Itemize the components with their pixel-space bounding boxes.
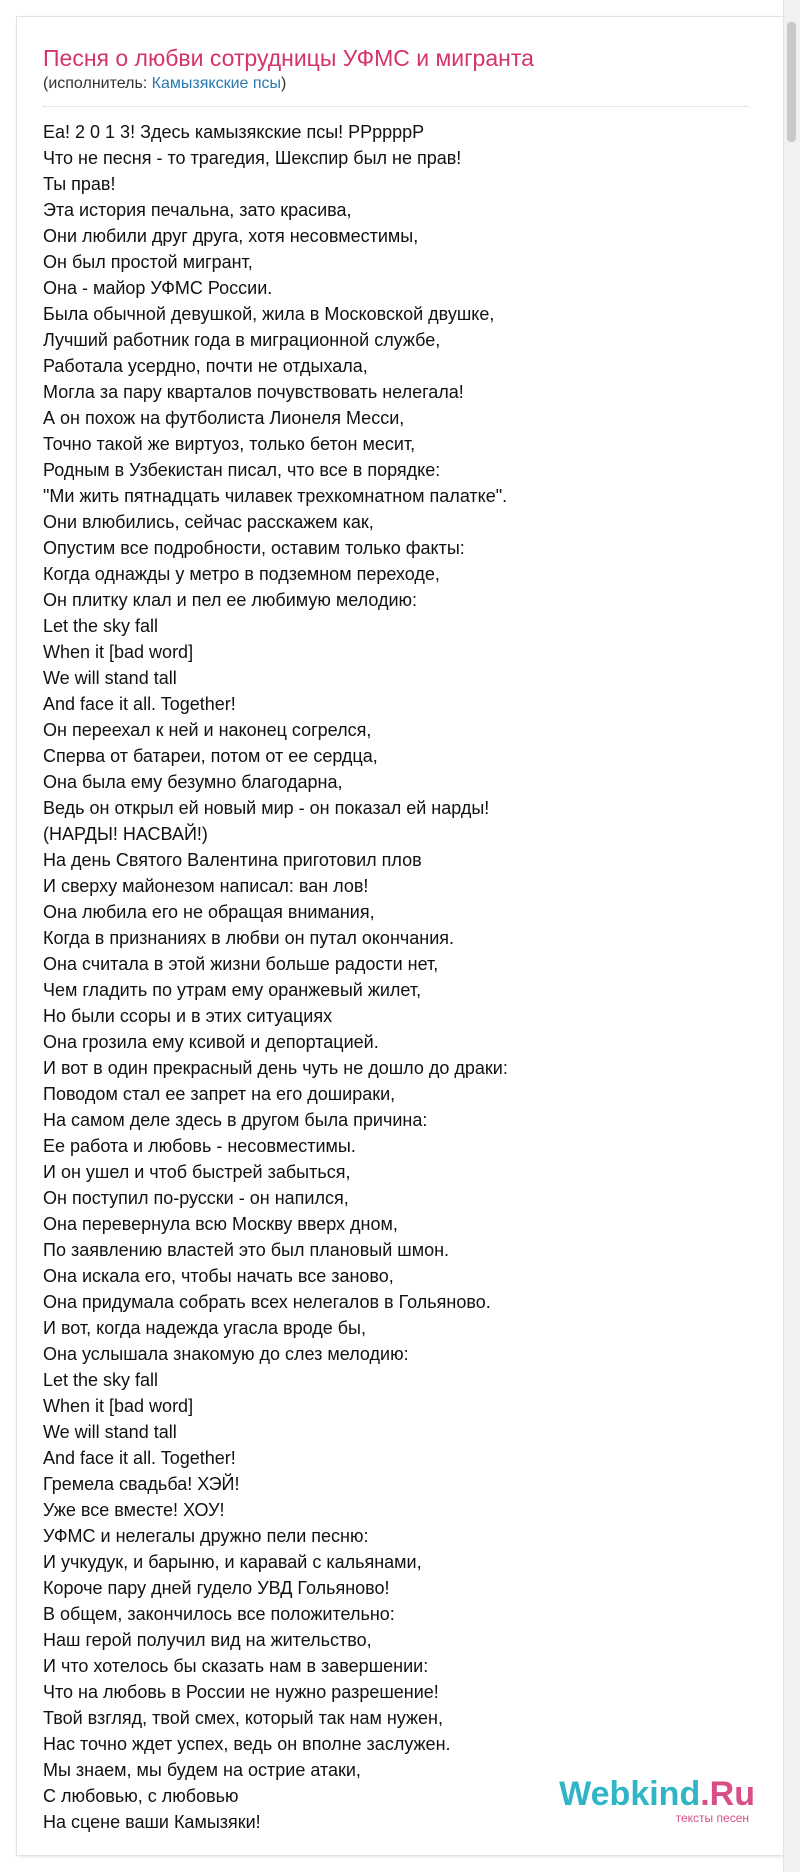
artist-link[interactable]: Камызякские псы: [151, 75, 282, 92]
artist-line: [43, 74, 286, 94]
lyric-line: Поводом стал ее запрет на его дошираки,: [43, 1084, 396, 1104]
lyric-line: Он переехал к ней и наконец согрелся,: [43, 720, 372, 740]
logo-tagline: тексты песен: [675, 1811, 749, 1825]
lyric-line: Когда однажды у метро в подземном переходе,: [43, 564, 440, 584]
lyric-line: На сцене ваши Камызяки!: [43, 1812, 261, 1832]
lyric-line: "Ми жить пятнадцать чилавек трехкомнатном палатке".: [43, 486, 508, 506]
logo-part1: Webkind: [559, 1775, 701, 1813]
lyric-line: When it [bad word]: [43, 1396, 194, 1416]
lyric-line: Мы знаем, мы будем на острие атаки,: [43, 1760, 361, 1780]
lyric-line: And face it all. Together!: [43, 694, 236, 714]
lyric-line: Она - майор УФМС России.: [43, 278, 273, 298]
vertical-scrollbar[interactable]: [783, 0, 800, 1872]
artist-suffix: ): [281, 75, 287, 92]
lyric-line: Работала усердно, почти не отдыхала,: [43, 356, 368, 376]
lyric-line: Он плитку клал и пел ее любимую мелодию:: [43, 590, 418, 610]
lyric-line: УФМС и нелегалы дружно пели песню:: [43, 1526, 369, 1546]
lyric-line: Ведь он открыл ей новый мир - он показал ей нарды!: [43, 798, 490, 818]
lyric-line: Они любили друг друга, хотя несовместимы,: [43, 226, 419, 246]
lyric-line: Она услышала знакомую до слез мелодию:: [43, 1344, 409, 1364]
lyric-line: Уже все вместе! ХОУ!: [43, 1500, 225, 1520]
lyric-line: И учкудук, и барыню, и каравай с кальянами,: [43, 1552, 422, 1572]
lyric-line: И сверху майонезом написал: ван лов!: [43, 876, 369, 896]
lyric-line: Еа! 2 0 1 3! Здесь камызякские псы! РРррррР: [43, 122, 425, 142]
lyric-line: Короче пару дней гудело УВД Гольяново!: [43, 1578, 390, 1598]
lyric-line: Чем гладить по утрам ему оранжевый жилет,: [43, 980, 422, 1000]
lyric-line: Что не песня - то трагедия, Шекспир был не прав!: [43, 148, 462, 168]
lyric-line: Он поступил по-русски - он напился,: [43, 1188, 349, 1208]
lyric-line: Let the sky fall: [43, 1370, 159, 1390]
lyric-line: We will stand tall: [43, 668, 177, 688]
lyric-line: Гремела свадьба! ХЭЙ!: [43, 1474, 240, 1494]
lyric-line: Лучший работник года в миграционной службе,: [43, 330, 441, 350]
lyric-line: Она искала его, чтобы начать все заново,: [43, 1266, 394, 1286]
lyric-line: Точно такой же виртуоз, только бетон месит,: [43, 434, 416, 454]
lyric-line: Эта история печальна, зато красива,: [43, 200, 352, 220]
lyric-line: Наш герой получил вид на жительство,: [43, 1630, 372, 1650]
lyric-line: Она любила его не обращая внимания,: [43, 902, 375, 922]
lyric-line: На самом деле здесь в другом была причина:: [43, 1110, 428, 1130]
page-title: Песня о любви сотрудницы УФМС и мигранта: [43, 45, 534, 71]
scrollbar-thumb[interactable]: [787, 22, 796, 142]
lyric-line: По заявлению властей это был плановый шмон.: [43, 1240, 450, 1260]
lyric-line: Она придумала собрать всех нелегалов в Гольяново.: [43, 1292, 491, 1312]
lyric-line: We will stand tall: [43, 1422, 177, 1442]
lyric-line: Сперва от батареи, потом от ее сердца,: [43, 746, 378, 766]
lyric-line: И что хотелось бы сказать нам в завершении:: [43, 1656, 429, 1676]
lyric-line: И вот в один прекрасный день чуть не дошло до драки:: [43, 1058, 508, 1078]
lyric-line: Нас точно ждет успех, ведь он вполне заслужен.: [43, 1734, 451, 1754]
content-panel: [16, 16, 784, 1856]
artist-prefix: (исполнитель:: [43, 75, 152, 92]
logo-part2: .Ru: [700, 1775, 755, 1813]
lyric-line: На день Святого Валентина приготовил плов: [43, 850, 422, 870]
lyric-line: И он ушел и чтоб быстрей забыться,: [43, 1162, 351, 1182]
lyric-line: И вот, когда надежда угасла вроде бы,: [43, 1318, 366, 1338]
lyric-line: Могла за пару кварталов почувствовать нелегала!: [43, 382, 464, 402]
lyric-line: Но были ссоры и в этих ситуациях: [43, 1006, 333, 1026]
lyric-line: Когда в признаниях в любви он путал окончания.: [43, 928, 455, 948]
title-divider: [43, 106, 749, 107]
lyric-line: Родным в Узбекистан писал, что все в порядке:: [43, 460, 441, 480]
site-logo[interactable]: [559, 1775, 755, 1825]
lyric-line: С любовью, с любовью: [43, 1786, 239, 1806]
lyric-line: Ее работа и любовь - несовместимы.: [43, 1136, 356, 1156]
lyric-line: Она считала в этой жизни больше радости нет,: [43, 954, 439, 974]
lyric-line: А он похож на футболиста Лионеля Месси,: [43, 408, 405, 428]
lyric-line: Он был простой мигрант,: [43, 252, 253, 272]
lyric-line: When it [bad word]: [43, 642, 194, 662]
lyric-line: В общем, закончилось все положительно:: [43, 1604, 395, 1624]
lyric-line: (НАРДЫ! НАСВАЙ!): [43, 824, 208, 844]
lyric-line: Твой взгляд, твой смех, который так нам нужен,: [43, 1708, 443, 1728]
lyric-line: Она перевернула всю Москву вверх дном,: [43, 1214, 398, 1234]
lyric-line: Была обычной девушкой, жила в Московской двушке,: [43, 304, 495, 324]
lyric-line: Она была ему безумно благодарна,: [43, 772, 343, 792]
lyric-line: Ты прав!: [43, 174, 116, 194]
lyrics-text: [43, 119, 508, 1835]
lyric-line: Она грозила ему ксивой и депортацией.: [43, 1032, 379, 1052]
lyric-line: Опустим все подробности, оставим только факты:: [43, 538, 465, 558]
lyric-line: And face it all. Together!: [43, 1448, 236, 1468]
lyric-line: Они влюбились, сейчас расскажем как,: [43, 512, 374, 532]
logo-wordmark: [559, 1775, 755, 1813]
lyric-line: Let the sky fall: [43, 616, 159, 636]
lyric-line: Что на любовь в России не нужно разрешение!: [43, 1682, 439, 1702]
